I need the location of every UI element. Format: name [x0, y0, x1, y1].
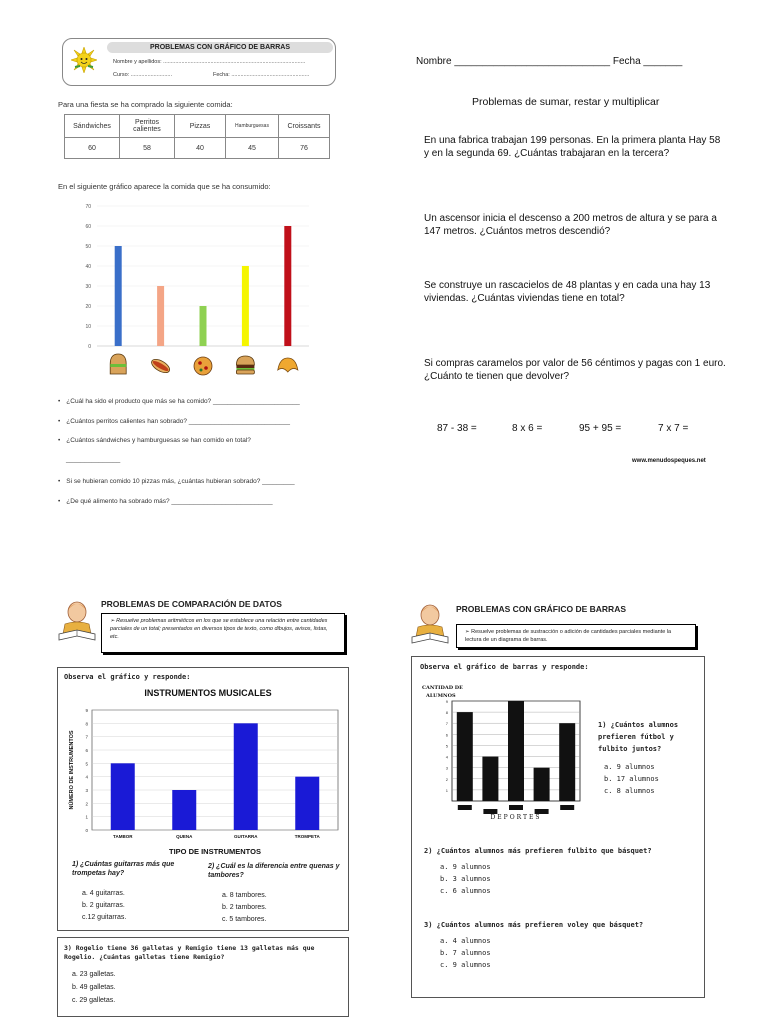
website-credit: www.menudospeques.net	[632, 458, 706, 464]
y-tick-label: 9	[85, 708, 88, 713]
y-axis-label: NÚMERO DE INSTRUMENTOS	[69, 730, 75, 810]
bar-pizza	[200, 306, 207, 346]
graph-intro-text: En el siguiente gráfico aparece la comida que se ha consumido:	[58, 182, 271, 191]
sandwich-icon	[110, 354, 126, 374]
bar-sport-3	[508, 701, 524, 801]
x-tick-label: TAMBOR	[113, 834, 133, 839]
bar-croissant	[284, 226, 291, 346]
q3-options	[440, 935, 491, 971]
q2-option-b: b. 2 tambores.	[222, 904, 267, 911]
reading-child-icon	[57, 598, 97, 642]
table-header: Perritos calientes	[120, 115, 175, 138]
bar-hotdog	[157, 286, 164, 346]
sport-picture-placeholder	[458, 805, 472, 810]
q3-option-c: c. 29 galletas.	[72, 997, 116, 1004]
question-2: 2) ¿Cuál es la diferencia entre quenas y tambores?	[208, 863, 340, 879]
croissant	[278, 358, 298, 372]
problem-3: Se construye un rascacielos de 48 plantas y en cada una hay 13 viviendas. ¿Cuántas viviendas tiene en total?	[424, 280, 711, 304]
worksheet-word-problems	[410, 40, 732, 485]
chart-prompt: Observa el gráfico de barras y responde:	[420, 663, 589, 671]
y-tick-label: 5	[445, 743, 448, 749]
operation-2: 8 x 6 =	[512, 423, 543, 434]
bar-quena	[172, 790, 196, 830]
date-field: Fecha: ...................................................	[213, 72, 310, 78]
y-tick-label: 3	[445, 765, 448, 771]
bar-hamburger	[242, 266, 249, 346]
y-tick-label: 50	[85, 244, 91, 250]
y-tick-label: 8	[445, 710, 448, 716]
y-tick-label: 9	[445, 699, 448, 704]
bar-sport-1	[457, 712, 473, 801]
question-2: • ¿Cuántos perritos calientes han sobrado? ____________________________	[58, 418, 290, 425]
top-bun	[236, 356, 254, 365]
header-title: PROBLEMAS CON GRÁFICO DE BARRAS	[107, 42, 333, 53]
y-tick-label: 30	[85, 284, 91, 290]
y-tick-label: 7	[445, 721, 448, 727]
sports-bar-chart	[416, 681, 596, 831]
question-3: 3) Rogelio tiene 36 galletas y Remigio tiene 13 galletas más que Rogelio. ¿Cuántas galletas tiene Remigio?	[64, 944, 315, 961]
y-tick-label: 60	[85, 224, 91, 230]
q3-option-b: b. 7 alumnos	[440, 949, 491, 957]
x-axis-label: DEPORTES	[490, 814, 542, 821]
y-axis-label-line-1: CANTIDAD DE	[422, 685, 463, 691]
bar-sport-2	[482, 757, 498, 801]
problem-1: En una fabrica trabajan 199 personas. En la primera planta Hay 58 y en la segunda 69. ¿Cuántas trabajaran en la tercera?	[424, 135, 721, 159]
question-1: 1) ¿Cuántas guitarras más que trompetas hay?	[72, 861, 175, 877]
q2-option-c: c. 6 alumnos	[440, 887, 491, 895]
y-tick-label: 7	[85, 734, 88, 740]
y-tick-label: 4	[445, 754, 448, 760]
table-header: Pizzas	[175, 115, 226, 138]
worksheet-data-comparison	[55, 595, 355, 1020]
y-tick-label: 70	[85, 204, 91, 210]
y-tick-label: 40	[85, 264, 91, 270]
q3-option-c: c. 9 alumnos	[440, 961, 491, 969]
y-tick-label: 3	[85, 788, 88, 793]
y-tick-label: 0	[88, 344, 91, 350]
crust	[194, 357, 212, 375]
x-tick-label: GUITARRA	[234, 834, 258, 839]
patty	[236, 365, 254, 368]
q2-option-a: a. 8 tambores.	[222, 892, 267, 899]
bar-sport-5	[559, 723, 575, 801]
chart-frame	[411, 656, 705, 998]
hotdog-icon	[149, 357, 171, 376]
sport-picture-placeholder	[560, 805, 574, 810]
question-3-frame	[57, 937, 349, 1017]
bar-tambor	[111, 763, 135, 830]
q2-options	[440, 861, 491, 897]
question-3: • ¿Cuántos sándwiches y hamburguesas se han comido en total?	[58, 437, 251, 444]
q1-option-a: a. 4 guitarras.	[82, 890, 125, 897]
q2-option-a: a. 9 alumnos	[440, 863, 491, 871]
x-tick-label: TROMPETA	[294, 834, 320, 839]
name-date-line: Nombre ____________________________ Fecha _______	[416, 56, 683, 67]
name-field: Nombre y apellidos: .............................................................................................	[113, 59, 306, 65]
bottom-bun	[236, 370, 254, 374]
y-tick-label: 6	[445, 732, 448, 738]
q1-option-a: a. 9 alumnos	[604, 763, 655, 771]
y-tick-label: 4	[85, 774, 88, 780]
table-cell: 76	[279, 138, 330, 159]
q2-option-c: c. 5 tambores.	[222, 916, 267, 923]
table-cell: 58	[120, 138, 175, 159]
chart-frame	[57, 667, 349, 931]
y-tick-label: 0	[85, 828, 88, 833]
croissant-icon	[278, 358, 298, 372]
table-header: Sándwiches	[65, 115, 120, 138]
q2-option-b: b. 3 alumnos	[440, 875, 491, 883]
chart-title: INSTRUMENTOS MUSICALES	[144, 688, 272, 698]
question-1: 1) ¿Cuántos alumnos prefieren fútbol y fulbito juntos?	[598, 721, 679, 753]
instruments-bar-chart	[62, 684, 344, 858]
pizza-icon	[194, 357, 212, 375]
q1-options	[604, 761, 659, 797]
x-tick-label: QUENA	[176, 834, 193, 839]
sun-mascot-icon	[71, 47, 97, 73]
q1-option-b: b. 2 guitarras.	[82, 902, 125, 909]
problem-2: Un ascensor inicia el descenso a 200 metros de altura y se para a 147 metros. ¿Cuántos metros descendió?	[424, 213, 717, 237]
worksheet-sports-bar-graph	[408, 598, 728, 1023]
q3-option-a: a. 4 alumnos	[440, 937, 491, 945]
q1-option-c: c.12 guitarras.	[82, 914, 127, 921]
y-axis-label-line-2: ALUMNOS	[426, 693, 456, 699]
header-box	[62, 38, 336, 86]
worksheet-title: PROBLEMAS CON GRÁFICO DE BARRAS	[456, 604, 627, 614]
table-header: Hamburguesas	[226, 115, 279, 138]
worksheet-food-bar-graph	[52, 34, 352, 514]
y-tick-label: 1	[445, 787, 448, 793]
course-field: Curso: ...........................	[113, 72, 172, 78]
y-tick-label: 2	[85, 801, 88, 807]
q3-option-b: b. 49 galletas.	[72, 984, 116, 991]
sport-picture-placeholder	[509, 805, 523, 810]
objective-text: ➢ Resuelve problemas aritméticos en los que se establece una relación entre cantidades parciales de un total; presentados en diversos tipos de texto, como dibujos, avisos, listas, etc.	[110, 618, 328, 640]
y-tick-label: 8	[85, 721, 88, 727]
answer-line: _______________	[66, 456, 121, 463]
y-tick-label: 5	[85, 761, 88, 767]
q1-option-b: b. 17 alumnos	[604, 775, 659, 783]
q1-option-c: c. 8 alumnos	[604, 787, 655, 795]
x-axis-label: TIPO DE INSTRUMENTOS	[169, 847, 261, 856]
y-tick-label: 6	[85, 748, 88, 753]
problem-4: Si compras caramelos por valor de 56 céntimos y pagas con 1 euro. ¿Cuánto te tienen que devolver?	[424, 358, 726, 382]
q3-option-a: a. 23 galletas.	[72, 971, 116, 978]
table-cell: 40	[175, 138, 226, 159]
operation-1: 87 - 38 =	[437, 423, 477, 434]
table-cell: 60	[65, 138, 120, 159]
table-header: Croissants	[279, 115, 330, 138]
pepperoni	[204, 366, 208, 370]
objective-box	[456, 624, 696, 648]
hamburger-icon	[236, 356, 254, 374]
y-tick-label: 10	[85, 324, 91, 330]
intro-text: Para una fiesta se ha comprado la siguiente comida:	[58, 100, 233, 109]
y-tick-label: 2	[445, 776, 448, 782]
lettuce	[110, 364, 126, 367]
question-1: • ¿Cuál ha sido el producto que más se ha comido? ________________________	[58, 398, 300, 405]
objective-box	[101, 613, 345, 653]
operation-4: 7 x 7 =	[658, 423, 689, 434]
operation-3: 95 + 95 =	[579, 423, 622, 434]
question-5: • ¿De qué alimento ha sobrado más? ____________________________	[58, 498, 273, 505]
bar-sandwich	[115, 246, 122, 346]
bar-sport-4	[534, 768, 550, 801]
question-3: 3) ¿Cuántos alumnos más prefieren voley que básquet?	[424, 921, 644, 929]
worksheet-title: Problemas de sumar, restar y multiplicar	[472, 96, 660, 108]
table-cell: 45	[226, 138, 279, 159]
question-2: 2) ¿Cuántos alumnos más prefieren fulbito que básquet?	[424, 847, 652, 855]
olive	[200, 369, 203, 372]
food-bar-chart	[77, 200, 317, 396]
bar-guitarra	[234, 723, 258, 830]
y-tick-label: 1	[85, 814, 88, 820]
pepperoni	[198, 361, 202, 365]
question-4: • Si se hubieran comido 10 pizzas más, ¿cuántas hubieran sobrado? _________	[58, 478, 295, 485]
objective-text: ➢ Resuelve problemas de sustracción o adición de cantidades parciales mediante la lectura de un diagrama de barras.	[465, 629, 672, 643]
chart-prompt: Observa el gráfico y responde:	[64, 673, 191, 681]
reading-child-icon	[410, 601, 450, 645]
food-table	[64, 114, 330, 159]
worksheet-title: PROBLEMAS DE COMPARACIÓN DE DATOS	[101, 599, 282, 609]
bar-trompeta	[295, 777, 319, 830]
y-tick-label: 20	[85, 304, 91, 310]
